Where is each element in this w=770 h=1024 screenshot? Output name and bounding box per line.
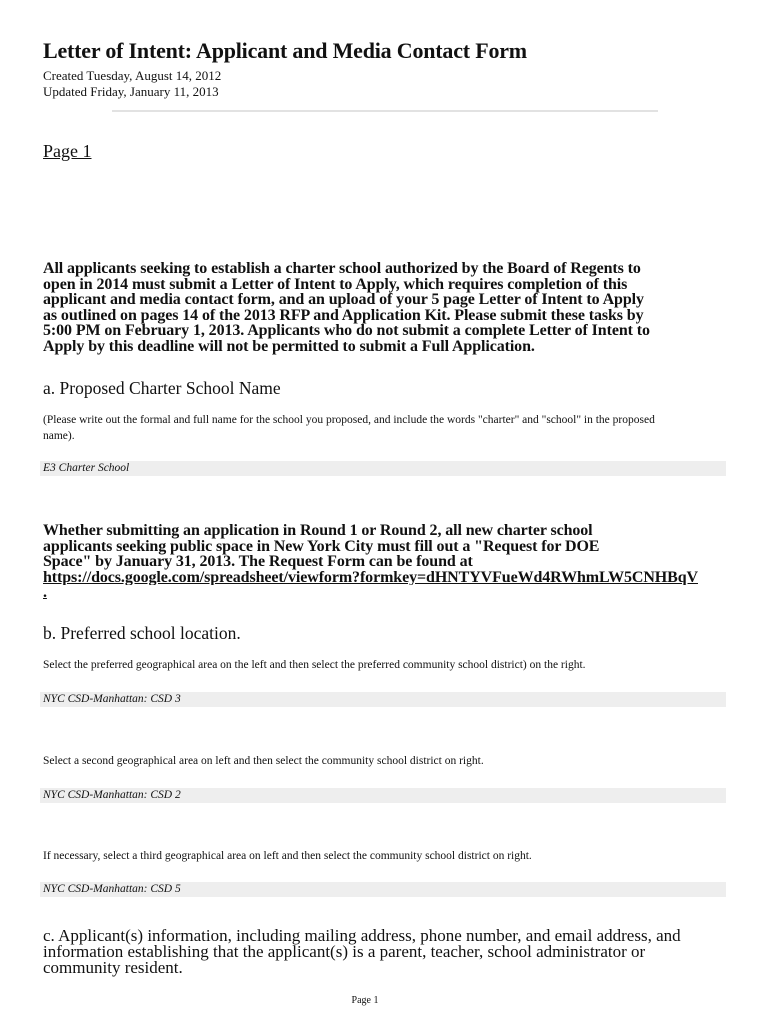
section-a-helper — [43, 412, 733, 444]
updated-date: Updated Friday, January 11, 2013 — [43, 84, 219, 99]
notice-line: Whether submitting an application in Round 1 or Round 2, all new charter school — [43, 522, 593, 539]
location-prompt-3: If necessary, select a third geographical area on left and then select the community school district on right. — [43, 850, 532, 862]
location-prompt-2: Select a second geographical area on left and then select the community school district on right. — [43, 755, 484, 767]
header-divider — [112, 110, 658, 112]
location-answer-2: NYC CSD-Manhattan: CSD 2 — [40, 788, 726, 803]
intro-line: All applicants seeking to establish a charter school authorized by the Board of Regents to — [43, 260, 641, 277]
created-date: Created Tuesday, August 14, 2012 — [43, 68, 222, 83]
section-a-heading: a. Proposed Charter School Name — [43, 378, 281, 398]
section-c-line: information establishing that the applicant(s) is a parent, teacher, school administrator or — [43, 942, 646, 961]
intro-line: as outlined on pages 14 of the 2013 RFP and Application Kit. Please submit these tasks by — [43, 306, 644, 324]
document-title: Letter of Intent: Applicant and Media Contact Form — [43, 38, 527, 63]
space-notice-paragraph — [43, 523, 770, 601]
helper-line: name). — [43, 430, 75, 442]
intro-line: applicant and media contact form, and an upload of your 5 page Letter of Intent to Apply — [43, 291, 644, 308]
section-c-line: c. Applicant(s) information, including mailing address, phone number, and email address, and — [43, 926, 681, 945]
page-label: Page 1 — [43, 141, 92, 161]
intro-line: Apply by this deadline will not be permitted to submit a Full Application. — [43, 337, 535, 355]
section-b-heading: b. Preferred school location. — [43, 623, 241, 643]
notice-line: Space" by January 31, 2013. The Request Form can be found at — [43, 553, 473, 570]
section-c-line: community resident. — [43, 958, 183, 977]
intro-line: 5:00 PM on February 1, 2013. Applicants who do not submit a complete Letter of Intent to — [43, 322, 650, 339]
request-form-link[interactable]: https://docs.google.com/spreadsheet/viewform?formkey=dHNTYVFueWd4RWhmLW5CNHBqV — [43, 569, 698, 585]
school-name-answer: E3 Charter School — [40, 461, 726, 476]
location-prompt-1: Select the preferred geographical area on the left and then select the preferred community school district) on the right. — [43, 659, 586, 671]
notice-trailing-period: . — [43, 584, 47, 601]
page-footer: Page 1 — [351, 995, 379, 1006]
location-answer-1: NYC CSD-Manhattan: CSD 3 — [40, 692, 726, 707]
notice-line: applicants seeking public space in New York City must fill out a "Request for DOE — [43, 537, 600, 555]
intro-paragraph — [43, 261, 733, 354]
location-answer-3: NYC CSD-Manhattan: CSD 5 — [40, 882, 726, 897]
section-c-heading — [43, 928, 743, 976]
helper-line: (Please write out the formal and full name for the school you proposed, and include the words "charter" and "school" in the proposed — [43, 414, 655, 426]
intro-line: open in 2014 must submit a Letter of Intent to Apply, which requires completion of this — [43, 275, 628, 293]
